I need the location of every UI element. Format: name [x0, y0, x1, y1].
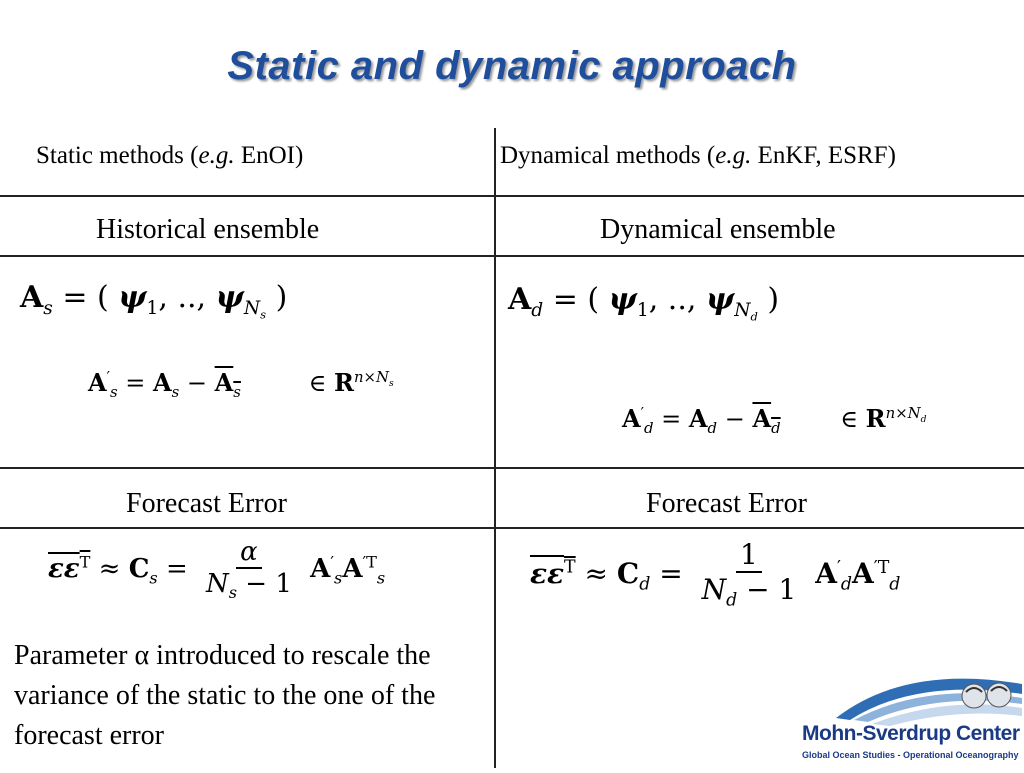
dynamic-forecast-error-label: Forecast Error	[646, 488, 807, 519]
row-divider	[0, 195, 1024, 197]
row-divider	[0, 467, 1024, 469]
static-ensemble-equation: $A_s$ = ( $\psi_1$, .., $\psi_{N_s}$ )	[20, 280, 288, 322]
dynamical-ensemble-label: Dynamical ensemble	[600, 214, 836, 245]
row-divider	[0, 255, 1024, 257]
historical-ensemble-label: Historical ensemble	[96, 214, 320, 245]
static-forecast-error-label: Forecast Error	[126, 488, 287, 519]
header-dynamical-methods: Dynamical methods (e.g. EnKF, ESRF)	[500, 142, 896, 169]
static-anomaly-equation: $A'_s = A_s - A_s$ ∈ $R^{n\times N_s}$	[88, 368, 394, 401]
parameter-note: Parameter α introduced to rescale the variance of the static to the one of the forecast error	[14, 640, 436, 751]
mohn-sverdrup-logo	[796, 670, 1022, 768]
logo-name: Mohn-Sverdrup Center	[802, 722, 1020, 745]
row-divider	[0, 527, 1024, 529]
logo-subtitle: Global Ocean Studies - Operational Oceanography	[802, 750, 1019, 760]
dynamic-covariance-equation: $\varepsilon\varepsilon^T \approx C_d$ = $\frac{1}{N_d - 1}$ $A'_dA^{'T}_d$	[530, 538, 901, 611]
header-static-methods: Static methods (e.g. EnOI)	[36, 142, 304, 169]
dynamic-ensemble-equation: $A_d$ = ( $\psi_1$, .., $\psi_{N_d}$ )	[508, 282, 780, 324]
column-divider	[494, 128, 496, 768]
dynamic-anomaly-equation: $A'_d = A_d - A_d$ ∈ $R^{n\times N_d}$	[622, 404, 927, 437]
static-covariance-equation: $\varepsilon\varepsilon^T \approx C_s$ = $\frac{\alpha}{N_s - 1}$ $A'_sA^{'T}_s$	[48, 537, 386, 602]
slide-title: Static and dynamic approach	[227, 44, 797, 88]
